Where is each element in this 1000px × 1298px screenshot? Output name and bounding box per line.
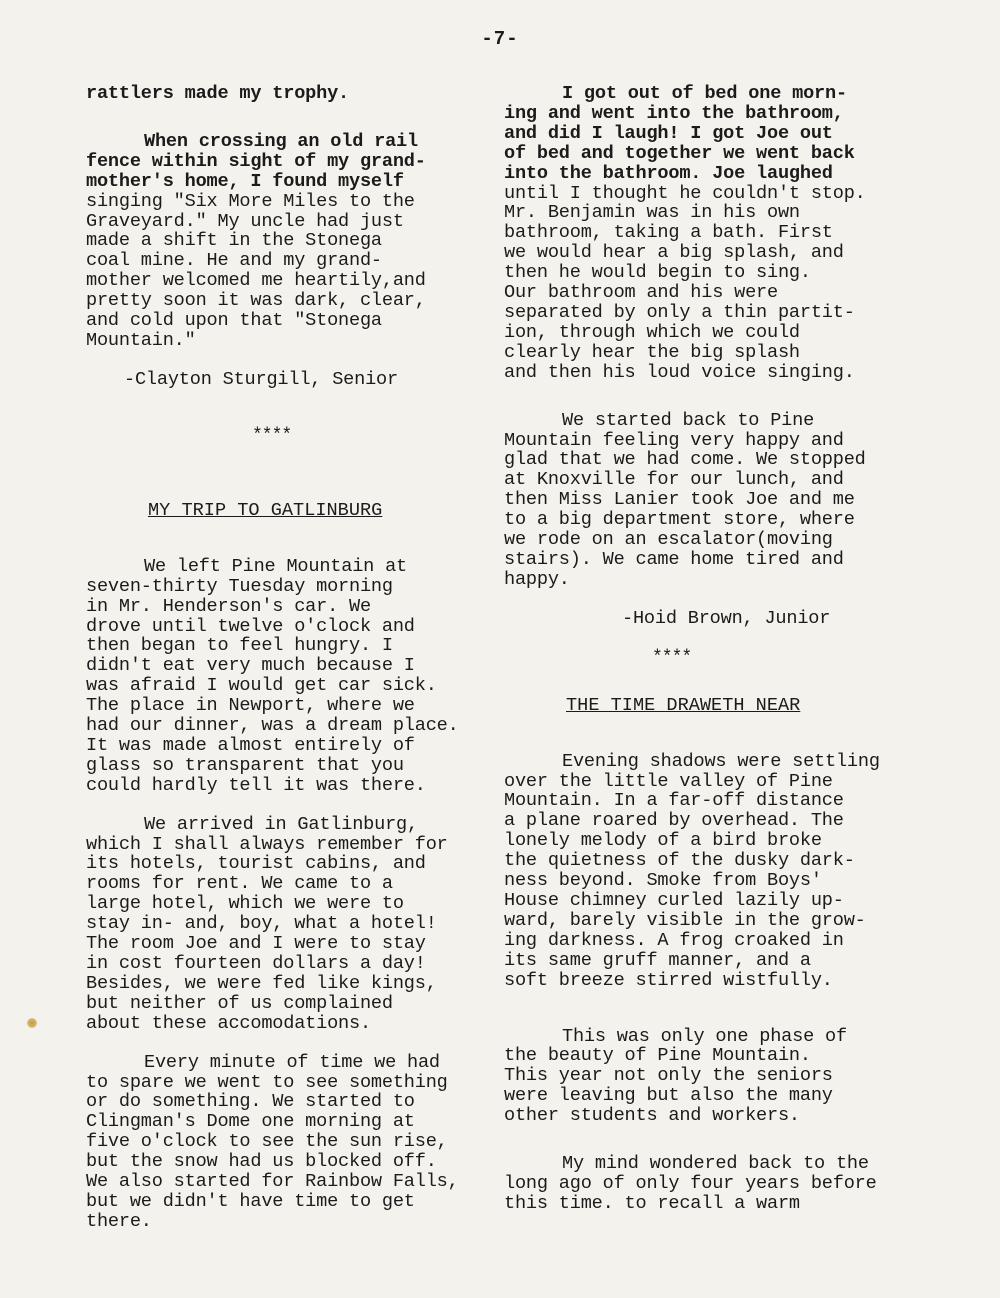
text-line: didn't eat very much because I — [86, 655, 415, 677]
text-line: which I shall always remember for — [86, 833, 448, 855]
right-column — [504, 84, 896, 1214]
text-line: the quietness of the dusky dark- — [504, 850, 855, 872]
section-divider-stars: **** — [652, 647, 692, 668]
right-paragraph-1 — [504, 84, 896, 184]
left-paragraph-2 — [86, 557, 478, 796]
left-column — [86, 84, 478, 1232]
right-paragraph-4 — [504, 1027, 896, 1127]
opening-line: rattlers made my trophy. — [86, 83, 349, 104]
text-line: Clingman's Dome one morning at — [86, 1111, 415, 1133]
text-line: separated by only a thin partit- — [504, 301, 855, 323]
text-line: at Knoxville for our lunch, and — [504, 469, 844, 491]
text-line: We arrived in Gatlinburg, — [144, 813, 418, 835]
text-line: to a big department store, where — [504, 509, 855, 531]
text-line: about these accomodations. — [86, 1012, 371, 1034]
text-line: We left Pine Mountain at — [144, 555, 407, 577]
text-line: there. — [86, 1210, 152, 1232]
text-line: of bed and together we went back — [504, 142, 855, 164]
text-line: It was made almost entirely of — [86, 734, 415, 756]
text-line: over the little valley of Pine — [504, 770, 833, 792]
text-line: in Mr. Henderson's car. We — [86, 595, 371, 617]
text-line: stairs). We came home tired and — [504, 548, 844, 570]
text-line: its hotels, tourist cabins, and — [86, 853, 426, 875]
text-line: in cost fourteen dollars a day! — [86, 953, 426, 974]
text-line: Mountain feeling very happy and — [504, 429, 844, 451]
text-line: had our dinner, was a dream place. — [86, 715, 459, 737]
text-line: but neither of us complained — [86, 992, 393, 1014]
right-paragraph-2 — [504, 411, 896, 590]
text-line: drove until twelve o'clock and — [86, 615, 415, 637]
text-line: mother's home, I found myself — [86, 170, 404, 192]
text-line: Every minute of time we had — [144, 1051, 440, 1073]
text-line: ness beyond. Smoke from Boys' — [504, 870, 822, 892]
text-line: Mr. Benjamin was in his own — [504, 202, 800, 224]
author-attribution: -Clayton Sturgill, Senior — [124, 368, 398, 390]
text-line: glad that we had come. We stopped — [504, 449, 866, 471]
right-paragraph-3 — [504, 752, 896, 991]
text-line: a plane roared by overhead. The — [504, 810, 844, 832]
text-line: then he would begin to sing. — [504, 262, 811, 284]
text-line: My mind wondered back to the — [562, 1153, 869, 1175]
text-line: or do something. We started to — [86, 1091, 415, 1113]
text-line: lonely melody of a bird broke — [504, 830, 822, 852]
text-line: long ago of only four years before — [504, 1172, 877, 1194]
text-line: Evening shadows were settling — [562, 750, 880, 772]
text-line: into the bathroom. Joe laughed — [504, 162, 833, 184]
text-line: I got out of bed one morn- — [562, 83, 847, 104]
left-paragraph-4 — [86, 1053, 478, 1232]
text-line: We also started for Rainbow Falls, — [86, 1171, 459, 1193]
text-line: was afraid I would get car sick. — [86, 675, 437, 697]
text-line: We started back to Pine — [562, 409, 815, 431]
text-line: Mountain. In a far-off distance — [504, 790, 844, 812]
text-line: then began to feel hungry. I — [86, 635, 393, 657]
text-line: rooms for rent. We came to a — [86, 873, 393, 895]
text-line: we rode on an escalator(moving — [504, 529, 833, 551]
text-line: The room Joe and I were to stay — [86, 933, 426, 955]
text-line: to spare we went to see something — [86, 1071, 448, 1093]
left-paragraph-1-cont — [86, 192, 478, 351]
page-number: -7- — [481, 28, 519, 50]
text-line: could hardly tell it was there. — [86, 774, 426, 796]
text-line: glass so transparent that you — [86, 754, 404, 776]
text-line: Mountain." — [86, 329, 196, 351]
text-line: This year not only the seniors — [504, 1065, 833, 1087]
text-line: bathroom, taking a bath. First — [504, 222, 833, 244]
text-line: Besides, we were fed like kings, — [86, 972, 437, 994]
text-line: seven-thirty Tuesday morning — [86, 575, 393, 597]
left-paragraph-1 — [86, 132, 478, 192]
section-divider-stars: **** — [252, 425, 292, 446]
text-line: This was only one phase of — [562, 1025, 847, 1047]
text-line: were leaving but also the many — [504, 1085, 833, 1107]
text-line: and did I laugh! I got Joe out — [504, 122, 833, 144]
text-line: happy. — [504, 568, 570, 590]
text-line: fence within sight of my grand- — [86, 150, 426, 172]
article-title: MY TRIP TO GATLINBURG — [148, 499, 383, 521]
text-line: until I thought he couldn't stop. — [504, 182, 866, 204]
right-paragraph-5 — [504, 1154, 896, 1214]
text-line: pretty soon it was dark, clear, — [86, 290, 426, 312]
left-paragraph-3 — [86, 815, 478, 1034]
text-line: ing darkness. A frog croaked in — [504, 929, 844, 951]
text-line: ion, through which we could — [504, 321, 800, 343]
text-line: the beauty of Pine Mountain. — [504, 1045, 811, 1067]
right-paragraph-1-cont — [504, 184, 896, 383]
text-line: and then his loud voice singing. — [504, 361, 855, 383]
text-line: When crossing an old rail — [144, 130, 418, 152]
text-line: coal mine. He and my grand- — [86, 250, 382, 272]
text-line: singing "Six More Miles to the — [86, 190, 415, 212]
left-opening — [86, 84, 478, 104]
text-line: Our bathroom and his were — [504, 282, 778, 304]
text-line: five o'clock to see the sun rise, — [86, 1131, 448, 1153]
text-line: other students and workers. — [504, 1105, 800, 1127]
text-line: ward, barely visible in the grow- — [504, 909, 866, 931]
text-line: then Miss Lanier took Joe and me — [504, 489, 855, 511]
text-line: made a shift in the Stonega — [86, 230, 382, 252]
text-line: The place in Newport, where we — [86, 695, 415, 717]
text-line: ing and went into the bathroom, — [504, 102, 844, 124]
text-line: its same gruff manner, and a — [504, 949, 811, 971]
text-line: large hotel, which we were to — [86, 893, 404, 915]
author-attribution: -Hoid Brown, Junior — [622, 607, 831, 629]
text-line: this time. to recall a warm — [504, 1192, 800, 1214]
binder-hole-mark — [27, 1018, 37, 1028]
text-line: Graveyard." My uncle had just — [86, 210, 404, 232]
text-line: but the snow had us blocked off. — [86, 1151, 437, 1173]
text-line: soft breeze stirred wistfully. — [504, 969, 833, 991]
text-line: but we didn't have time to get — [86, 1190, 415, 1212]
text-line: and cold upon that "Stonega — [86, 310, 382, 332]
text-line: clearly hear the big splash — [504, 341, 800, 363]
text-line: we would hear a big splash, and — [504, 242, 844, 264]
text-line: mother welcomed me heartily,and — [86, 270, 426, 292]
text-line: House chimney curled lazily up- — [504, 890, 844, 911]
article-title: THE TIME DRAWETH NEAR — [566, 694, 801, 716]
text-line: stay in- and, boy, what a hotel! — [86, 913, 437, 935]
